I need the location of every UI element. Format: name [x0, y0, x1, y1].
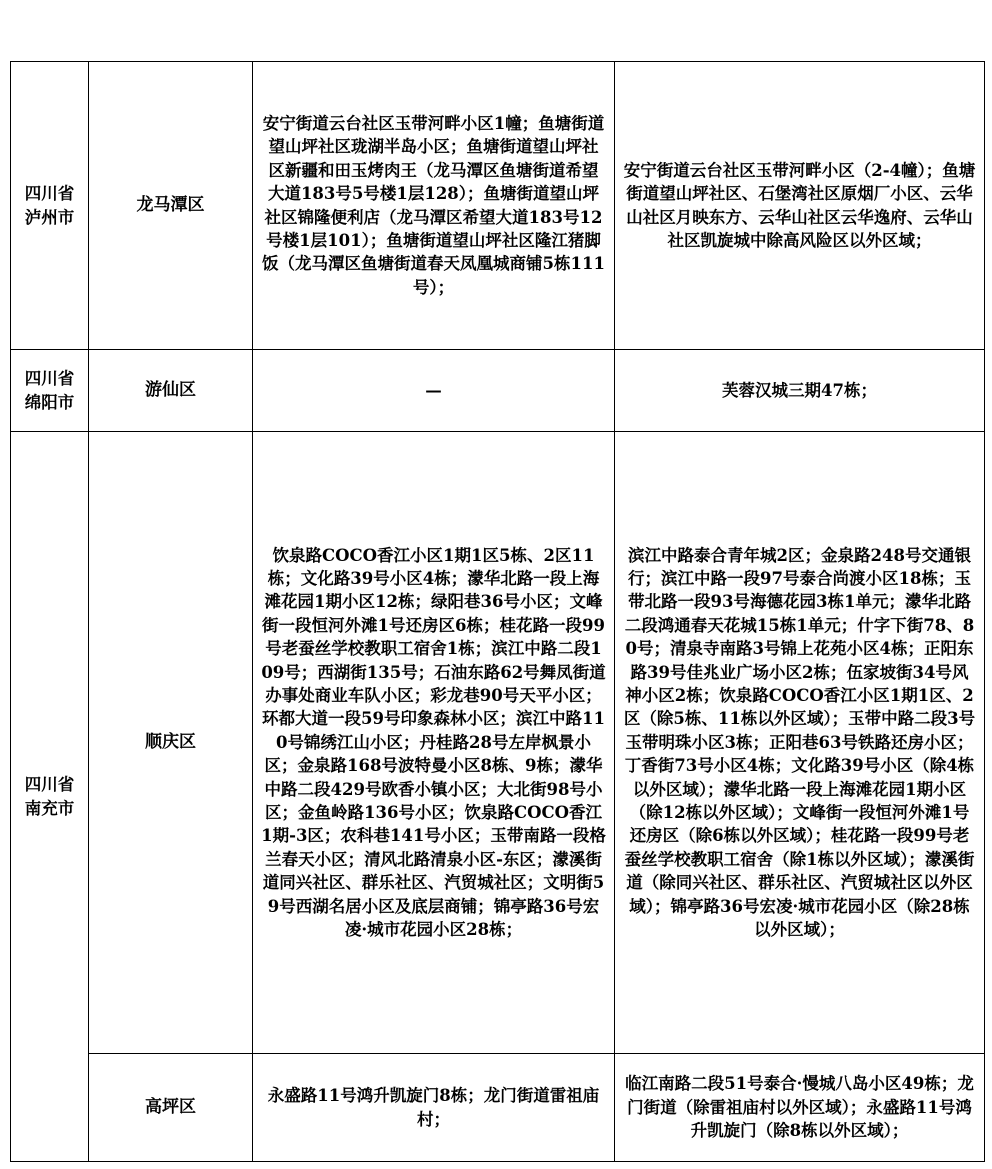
- table-row: [11, 62, 985, 350]
- district-cell: 高坪区: [89, 1054, 253, 1162]
- district-cell: 游仙区: [89, 350, 253, 432]
- city-cell: 四川省泸州市: [11, 62, 89, 350]
- high-risk-cell: 饮泉路COCO香江小区1期1区5栋、2区11栋；文化路39号小区4栋；濛华北路一段上海滩花园1期小区12栋；绿阳巷36号小区；文峰街一段恒河外滩1号还房区6栋；桂花路一段99号老蚕丝学校教职工宿舍1栋；滨江中路二段109号；西湖街135号；石油东路62号舞凤街道办事处商业车队小区；彩龙巷90号天平小区；环都大道一段59号印象森林小区；滨江中路110号锦绣江山小区；丹桂路28号左岸枫景小区；金泉路168号波特曼小区8栋、9栋；濛华中路二段429号欧香小镇小区；大北街98号小区；金鱼岭路136号小区；饮泉路COCO香江1期-3区；农科巷141号小区；玉带南路一段格兰春天小区；清风北路清泉小区-东区；濛溪街道同兴社区、群乐社区、汽贸城社区；文明街59号西湖名居小区及底层商铺；锦亭路36号宏凌·城市花园小区28栋；: [253, 432, 615, 1054]
- high-risk-cell: —: [253, 350, 615, 432]
- medium-risk-cell: 安宁街道云台社区玉带河畔小区（2-4幢）；鱼塘街道望山坪社区、石堡湾社区原烟厂小区、云华山社区月映东方、云华山社区云华逸府、云华山社区凯旋城中除高风险区以外区域；: [615, 62, 985, 350]
- high-risk-cell: 安宁街道云台社区玉带河畔小区1幢；鱼塘街道望山坪社区珑湖半岛小区；鱼塘街道望山坪社区新疆和田玉烤肉王（龙马潭区鱼塘街道希望大道183号5号楼1层128）；鱼塘街道望山坪社区锦隆便利店（龙马潭区希望大道183号12号楼1层101）；鱼塘街道望山坪社区隆江猪脚饭（龙马潭区鱼塘街道春天凤凰城商铺5栋111号）；: [253, 62, 615, 350]
- city-cell: 四川省南充市: [11, 432, 89, 1162]
- risk-area-table: [10, 61, 985, 1162]
- medium-risk-cell: 芙蓉汉城三期47栋；: [615, 350, 985, 432]
- city-cell: 四川省绵阳市: [11, 350, 89, 432]
- high-risk-cell: 永盛路11号鸿升凯旋门8栋；龙门街道雷祖庙村；: [253, 1054, 615, 1162]
- table-row: [11, 350, 985, 432]
- district-cell: 顺庆区: [89, 432, 253, 1054]
- medium-risk-cell: 滨江中路泰合青年城2区；金泉路248号交通银行；滨江中路一段97号泰合尚渡小区18栋；玉带北路一段93号海德花园3栋1单元；濛华北路二段鸿通春天花城15栋1单元；什字下街78、80号；清泉寺南路3号锦上花苑小区4栋；正阳东路39号佳兆业广场小区2栋；伍家坡街34号风神小区2栋；饮泉路COCO香江小区1期1区、2区（除5栋、11栋以外区域）；玉带中路二段3号玉带明珠小区3栋；正阳巷63号铁路还房小区；丁香街73号小区4栋；文化路39号小区（除4栋以外区域）；濛华北路一段上海滩花园1期小区（除12栋以外区域）；文峰街一段恒河外滩1号还房区（除6栋以外区域）；桂花路一段99号老蚕丝学校教职工宿舍（除1栋以外区域）；濛溪街道（除同兴社区、群乐社区、汽贸城社区以外区域）；锦亭路36号宏凌·城市花园小区（除28栋以外区域）；: [615, 432, 985, 1054]
- medium-risk-cell: 临江南路二段51号泰合·慢城八岛小区49栋；龙门街道（除雷祖庙村以外区域）；永盛路11号鸿升凯旋门（除8栋以外区域）；: [615, 1054, 985, 1162]
- table-row: [11, 432, 985, 1054]
- district-cell: 龙马潭区: [89, 62, 253, 350]
- table-row: [11, 1054, 985, 1162]
